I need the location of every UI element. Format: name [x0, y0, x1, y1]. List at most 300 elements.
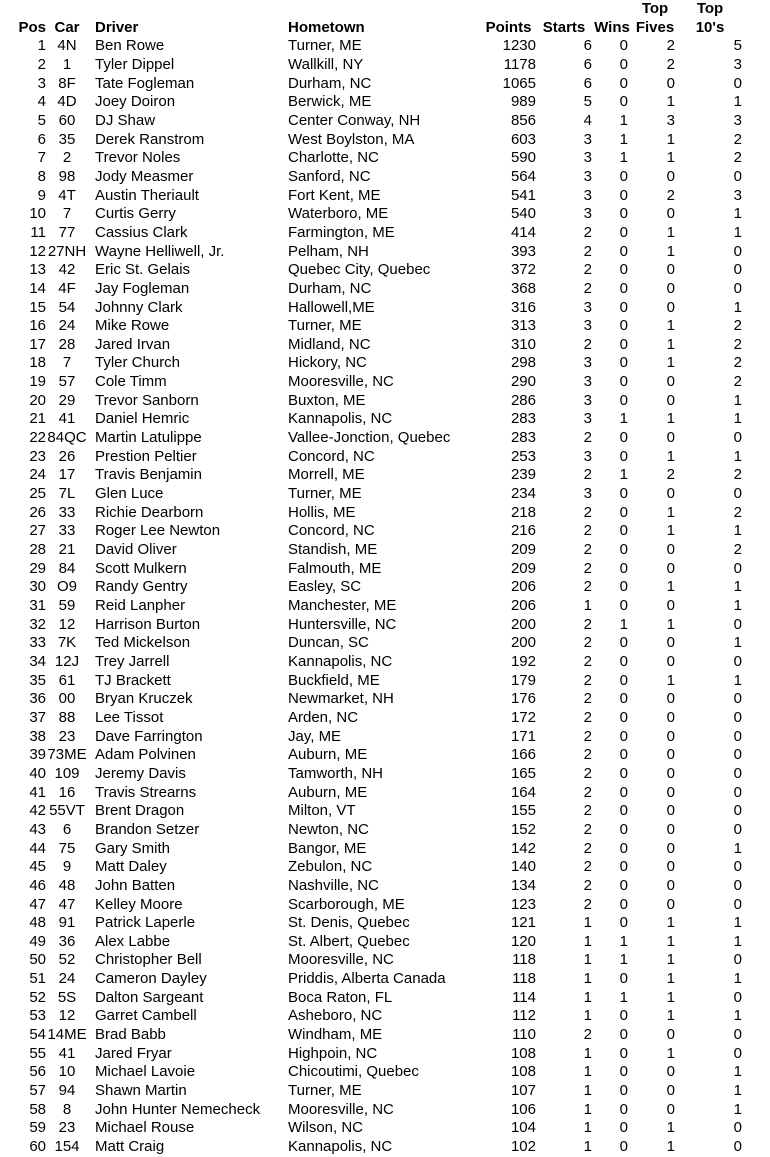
wins-cell: 0 [619, 708, 628, 726]
points-cell: 112 [512, 1007, 536, 1025]
standings-row [0, 728, 742, 747]
top-fives-cell: 0 [666, 391, 675, 409]
points-cell: 192 [510, 652, 536, 670]
driver-cell: Prestion Peltier [95, 447, 197, 465]
car-number-cell: 73ME [47, 746, 87, 764]
wins-cell: 1 [619, 988, 628, 1006]
driver-cell: Jeremy Davis [95, 764, 186, 782]
top-fives-cell: 1 [666, 93, 675, 111]
standings-table-body [0, 37, 742, 1156]
top-tens-cell: 1 [733, 839, 742, 857]
starts-cell: 3 [583, 149, 592, 167]
position-cell: 21 [29, 410, 46, 428]
car-number-cell: 12 [58, 615, 76, 633]
position-cell: 57 [29, 1082, 46, 1100]
top-tens-cell: 1 [733, 447, 742, 465]
top-tens-cell: 0 [733, 802, 742, 820]
driver-cell: Austin Theriault [95, 186, 199, 204]
top-tens-cell: 0 [733, 708, 742, 726]
driver-cell: Matt Daley [95, 858, 167, 876]
top-fives-cell: 1 [666, 1138, 675, 1156]
points-cell: 104 [510, 1119, 536, 1137]
points-cell: 164 [510, 783, 536, 801]
standings-row [0, 280, 742, 299]
car-number-cell: 9 [62, 858, 72, 876]
car-number-cell: 41 [58, 410, 76, 428]
top-tens-cell: 1 [733, 932, 742, 950]
car-number-cell: 154 [54, 1138, 80, 1156]
header-driver: Driver [95, 18, 139, 36]
driver-cell: Johnny Clark [95, 298, 183, 316]
hometown-cell: Mooresville, NC [288, 373, 394, 391]
standings-row [0, 784, 742, 803]
car-number-cell: 33 [58, 503, 76, 521]
points-cell: 121 [510, 914, 536, 932]
standings-row [0, 914, 742, 933]
header-top-tens-line2: 10's [695, 18, 725, 36]
starts-cell: 1 [583, 970, 592, 988]
driver-cell: DJ Shaw [95, 111, 156, 129]
top-tens-cell: 0 [733, 1044, 742, 1062]
car-number-cell: 00 [58, 690, 76, 708]
driver-cell: Kelley Moore [95, 895, 183, 913]
hometown-cell: Kannapolis, NC [288, 410, 393, 428]
top-fives-cell: 1 [666, 578, 675, 596]
starts-cell: 2 [583, 279, 592, 297]
hometown-cell: Kannapolis, NC [288, 1138, 393, 1156]
standings-row [0, 690, 742, 709]
standings-row [0, 616, 742, 635]
top-tens-cell: 0 [733, 1138, 742, 1156]
wins-cell: 0 [619, 746, 628, 764]
position-cell: 50 [29, 951, 46, 969]
top-tens-cell: 0 [733, 895, 742, 913]
position-cell: 28 [29, 541, 46, 559]
standings-row [0, 840, 742, 859]
starts-cell: 1 [583, 1007, 592, 1025]
car-number-cell: 29 [58, 391, 76, 409]
position-cell: 34 [29, 652, 46, 670]
top-fives-cell: 0 [666, 559, 675, 577]
position-cell: 33 [29, 634, 46, 652]
starts-cell: 3 [583, 167, 592, 185]
starts-cell: 3 [583, 410, 592, 428]
top-fives-cell: 0 [666, 652, 675, 670]
position-cell: 52 [29, 988, 46, 1006]
starts-cell: 4 [583, 111, 592, 129]
driver-cell: Ted Mickelson [95, 634, 191, 652]
standings-row [0, 951, 742, 970]
position-cell: 4 [37, 93, 46, 111]
car-number-cell: 94 [58, 1082, 76, 1100]
hometown-cell: Concord, NC [288, 522, 375, 540]
starts-cell: 2 [583, 503, 592, 521]
wins-cell: 0 [619, 223, 628, 241]
driver-cell: John Hunter Nemecheck [95, 1100, 261, 1118]
top-fives-cell: 0 [666, 1082, 675, 1100]
driver-cell: Mike Rowe [95, 317, 170, 335]
starts-cell: 1 [583, 951, 592, 969]
hometown-cell: Standish, ME [288, 541, 378, 559]
starts-cell: 3 [583, 130, 592, 148]
driver-cell: Jared Irvan [95, 335, 171, 353]
top-tens-cell: 0 [733, 690, 742, 708]
car-number-cell: 8 [62, 1100, 72, 1118]
points-cell: 123 [510, 895, 536, 913]
points-cell: 239 [510, 466, 536, 484]
car-number-cell: 12 [58, 1007, 76, 1025]
top-tens-cell: 1 [733, 93, 742, 111]
wins-cell: 0 [619, 597, 628, 614]
top-fives-cell: 1 [666, 149, 675, 167]
hometown-cell: Waterboro, ME [288, 205, 389, 223]
car-number-cell: 10 [58, 1063, 76, 1081]
position-cell: 36 [29, 690, 46, 708]
car-number-cell: 7L [58, 485, 76, 503]
wins-cell: 0 [619, 1026, 628, 1044]
points-cell: 140 [510, 858, 536, 876]
top-tens-cell: 3 [733, 111, 742, 129]
top-fives-cell: 0 [666, 373, 675, 391]
top-tens-cell: 0 [733, 764, 742, 782]
position-cell: 35 [29, 671, 46, 689]
points-cell: 200 [510, 615, 536, 633]
position-cell: 27 [29, 522, 46, 540]
driver-cell: Bryan Kruczek [95, 690, 193, 708]
top-tens-cell: 2 [733, 466, 742, 484]
position-cell: 41 [29, 783, 46, 801]
starts-cell: 2 [583, 242, 592, 260]
points-cell: 108 [510, 1044, 536, 1062]
hometown-cell: Kannapolis, NC [288, 652, 393, 670]
position-cell: 37 [29, 708, 46, 726]
wins-cell: 0 [619, 1100, 628, 1118]
points-cell: 155 [510, 802, 536, 820]
position-cell: 15 [29, 298, 46, 316]
driver-cell: TJ Brackett [95, 671, 171, 689]
points-cell: 541 [510, 186, 536, 204]
points-cell: 856 [510, 111, 536, 129]
starts-cell: 2 [583, 783, 592, 801]
points-cell: 102 [510, 1138, 536, 1156]
standings-row [0, 746, 742, 765]
top-fives-cell: 0 [666, 858, 675, 876]
wins-cell: 0 [619, 541, 628, 559]
car-number-cell: 98 [58, 167, 76, 185]
wins-cell: 0 [619, 858, 628, 876]
standings-row [0, 56, 742, 75]
points-cell: 290 [510, 373, 536, 391]
wins-cell: 0 [619, 727, 628, 745]
points-cell: 209 [510, 559, 536, 577]
driver-cell: Derek Ranstrom [95, 130, 205, 148]
wins-cell: 0 [619, 503, 628, 521]
points-cell: 108 [510, 1063, 536, 1081]
hometown-cell: Hallowell,ME [288, 298, 375, 316]
wins-cell: 0 [619, 1138, 628, 1156]
car-number-cell: 21 [58, 541, 76, 559]
car-number-cell: 1 [62, 55, 72, 73]
driver-cell: Eric St. Gelais [95, 261, 191, 279]
driver-cell: Michael Rouse [95, 1119, 195, 1137]
standings-row [0, 392, 742, 411]
starts-cell: 1 [583, 1044, 592, 1062]
starts-cell: 1 [583, 932, 592, 950]
hometown-cell: Priddis, Alberta Canada [288, 970, 446, 988]
hometown-cell: Bangor, ME [288, 839, 367, 857]
position-cell: 18 [29, 354, 46, 372]
starts-cell: 2 [583, 466, 592, 484]
car-number-cell: 23 [58, 1119, 76, 1137]
starts-cell: 2 [583, 764, 592, 782]
top-tens-cell: 1 [733, 410, 742, 428]
top-tens-cell: 1 [733, 522, 742, 540]
hometown-cell: Scarborough, ME [288, 895, 405, 913]
car-number-cell: 33 [58, 522, 76, 540]
position-cell: 19 [29, 373, 46, 391]
points-cell: 216 [510, 522, 536, 540]
hometown-cell: Turner, ME [288, 37, 362, 55]
hometown-cell: Zebulon, NC [288, 858, 373, 876]
hometown-cell: Auburn, ME [288, 783, 368, 801]
top-tens-cell: 2 [733, 503, 742, 521]
top-tens-cell: 1 [733, 1063, 742, 1081]
hometown-cell: Mooresville, NC [288, 951, 394, 969]
car-number-cell: 42 [58, 261, 76, 279]
top-fives-cell: 0 [666, 764, 675, 782]
hometown-cell: Turner, ME [288, 1082, 362, 1100]
standings-row [0, 1082, 742, 1101]
hometown-cell: Arden, NC [288, 708, 359, 726]
starts-cell: 1 [583, 1119, 592, 1137]
hometown-cell: Nashville, NC [288, 876, 379, 894]
position-cell: 39 [29, 746, 46, 764]
points-cell: 206 [510, 578, 536, 596]
driver-cell: Tyler Church [95, 354, 181, 372]
car-number-cell: 52 [58, 951, 76, 969]
top-tens-cell: 0 [733, 261, 742, 279]
starts-cell: 1 [583, 1082, 592, 1100]
car-number-cell: 14ME [47, 1026, 87, 1044]
standings-row [0, 653, 742, 672]
driver-cell: Tyler Dippel [95, 55, 175, 73]
starts-cell: 2 [583, 335, 592, 353]
hometown-cell: Chicoutimi, Quebec [288, 1063, 419, 1081]
position-cell: 5 [37, 111, 46, 129]
points-cell: 134 [510, 876, 536, 894]
top-tens-cell: 1 [733, 223, 742, 241]
starts-cell: 2 [583, 429, 592, 447]
car-number-cell: 59 [58, 597, 76, 614]
wins-cell: 1 [619, 111, 628, 129]
hometown-cell: Quebec City, Quebec [288, 261, 431, 279]
hometown-cell: Hollis, ME [288, 503, 356, 521]
car-number-cell: O9 [56, 578, 77, 596]
car-number-cell: 61 [58, 671, 76, 689]
car-number-cell: 26 [58, 447, 76, 465]
standings-row [0, 560, 742, 579]
driver-cell: Daniel Hemric [95, 410, 190, 428]
starts-cell: 2 [583, 522, 592, 540]
standings-row [0, 858, 742, 877]
standings-row [0, 504, 742, 523]
points-cell: 209 [510, 541, 536, 559]
hometown-cell: Buckfield, ME [288, 671, 380, 689]
standings-row [0, 672, 742, 691]
position-cell: 59 [29, 1119, 46, 1137]
hometown-cell: Charlotte, NC [288, 149, 379, 167]
top-fives-cell: 1 [666, 317, 675, 335]
wins-cell: 0 [619, 522, 628, 540]
starts-cell: 2 [583, 541, 592, 559]
top-tens-cell: 3 [733, 55, 742, 73]
driver-cell: Cole Timm [95, 373, 167, 391]
position-cell: 53 [29, 1007, 46, 1025]
wins-cell: 1 [619, 466, 628, 484]
car-number-cell: 75 [58, 839, 76, 857]
top-fives-cell: 0 [666, 727, 675, 745]
points-cell: 310 [510, 335, 536, 353]
points-cell: 368 [510, 279, 536, 297]
car-number-cell: 24 [58, 317, 76, 335]
position-cell: 47 [29, 895, 46, 913]
standings-row [0, 299, 742, 318]
points-cell: 372 [510, 261, 536, 279]
hometown-cell: Jay, ME [288, 727, 342, 745]
starts-cell: 3 [583, 391, 592, 409]
top-tens-cell: 0 [733, 242, 742, 260]
top-tens-cell: 0 [733, 559, 742, 577]
hometown-cell: St. Albert, Quebec [288, 932, 410, 950]
top-fives-cell: 0 [666, 429, 675, 447]
top-tens-cell: 0 [733, 74, 742, 92]
driver-cell: John Batten [95, 876, 176, 894]
starts-cell: 2 [583, 727, 592, 745]
starts-cell: 2 [583, 839, 592, 857]
starts-cell: 3 [583, 485, 592, 503]
car-number-cell: 109 [54, 764, 80, 782]
top-tens-cell: 1 [733, 205, 742, 223]
top-fives-cell: 1 [666, 932, 675, 950]
top-tens-cell: 2 [733, 335, 742, 353]
hometown-cell: Windham, ME [288, 1026, 383, 1044]
driver-cell: Travis Strearns [95, 783, 197, 801]
car-number-cell: 41 [58, 1044, 76, 1062]
top-tens-cell: 2 [733, 317, 742, 335]
standings-row [0, 131, 742, 150]
position-cell: 31 [29, 597, 46, 614]
driver-cell: Trevor Sanborn [95, 391, 199, 409]
driver-cell: Curtis Gerry [95, 205, 176, 223]
points-cell: 283 [510, 429, 536, 447]
hometown-cell: Duncan, SC [288, 634, 369, 652]
header-row-main [0, 19, 742, 38]
top-tens-cell: 2 [733, 541, 742, 559]
top-tens-cell: 1 [733, 671, 742, 689]
hometown-cell: Highpoin, NC [288, 1044, 378, 1062]
hometown-cell: Center Conway, NH [288, 111, 421, 129]
wins-cell: 0 [619, 261, 628, 279]
driver-cell: Brad Babb [95, 1026, 166, 1044]
points-cell: 313 [510, 317, 536, 335]
wins-cell: 0 [619, 373, 628, 391]
hometown-cell: Turner, ME [288, 485, 362, 503]
driver-cell: Harrison Burton [95, 615, 201, 633]
driver-cell: Scott Mulkern [95, 559, 187, 577]
standings-row [0, 802, 742, 821]
car-number-cell: 7 [62, 205, 72, 223]
hometown-cell: Farmington, ME [288, 223, 395, 241]
driver-cell: Gary Smith [95, 839, 171, 857]
standings-row [0, 354, 742, 373]
top-fives-cell: 0 [666, 746, 675, 764]
driver-cell: Lee Tissot [95, 708, 164, 726]
wins-cell: 0 [619, 298, 628, 316]
position-cell: 3 [37, 74, 46, 92]
top-tens-cell: 0 [733, 1119, 742, 1137]
standings-row [0, 765, 742, 784]
position-cell: 40 [29, 764, 46, 782]
points-cell: 200 [510, 634, 536, 652]
car-number-cell: 4T [58, 186, 76, 204]
position-cell: 2 [37, 55, 46, 73]
car-number-cell: 27NH [47, 242, 87, 260]
starts-cell: 2 [583, 261, 592, 279]
top-fives-cell: 2 [666, 37, 675, 55]
standings-row [0, 224, 742, 243]
top-tens-cell: 0 [733, 820, 742, 838]
starts-cell: 6 [583, 55, 592, 73]
driver-cell: Joey Doiron [95, 93, 176, 111]
standings-row [0, 541, 742, 560]
points-cell: 171 [510, 727, 536, 745]
header-top-tens-line1: Top [696, 0, 724, 17]
hometown-cell: Wilson, NC [288, 1119, 364, 1137]
top-fives-cell: 0 [666, 485, 675, 503]
standings-row [0, 336, 742, 355]
hometown-cell: Berwick, ME [288, 93, 372, 111]
standings-row [0, 448, 742, 467]
driver-cell: Brent Dragon [95, 802, 185, 820]
wins-cell: 0 [619, 55, 628, 73]
position-cell: 32 [29, 615, 46, 633]
position-cell: 30 [29, 578, 46, 596]
top-tens-cell: 1 [733, 970, 742, 988]
standings-row [0, 1045, 742, 1064]
top-tens-cell: 0 [733, 615, 742, 633]
wins-cell: 0 [619, 93, 628, 111]
driver-cell: Cameron Dayley [95, 970, 207, 988]
top-tens-cell: 0 [733, 858, 742, 876]
position-cell: 55 [29, 1044, 46, 1062]
wins-cell: 0 [619, 970, 628, 988]
top-tens-cell: 1 [733, 1082, 742, 1100]
top-fives-cell: 1 [666, 130, 675, 148]
points-cell: 218 [510, 503, 536, 521]
driver-cell: Michael Lavoie [95, 1063, 196, 1081]
driver-cell: Christopher Bell [95, 951, 202, 969]
hometown-cell: West Boylston, MA [288, 130, 415, 148]
header-row-top [0, 0, 742, 19]
starts-cell: 1 [583, 988, 592, 1006]
top-fives-cell: 0 [666, 541, 675, 559]
top-tens-cell: 1 [733, 634, 742, 652]
top-fives-cell: 1 [666, 354, 675, 372]
top-fives-cell: 0 [666, 1063, 675, 1081]
wins-cell: 0 [619, 690, 628, 708]
wins-cell: 0 [619, 764, 628, 782]
standings-row [0, 896, 742, 915]
